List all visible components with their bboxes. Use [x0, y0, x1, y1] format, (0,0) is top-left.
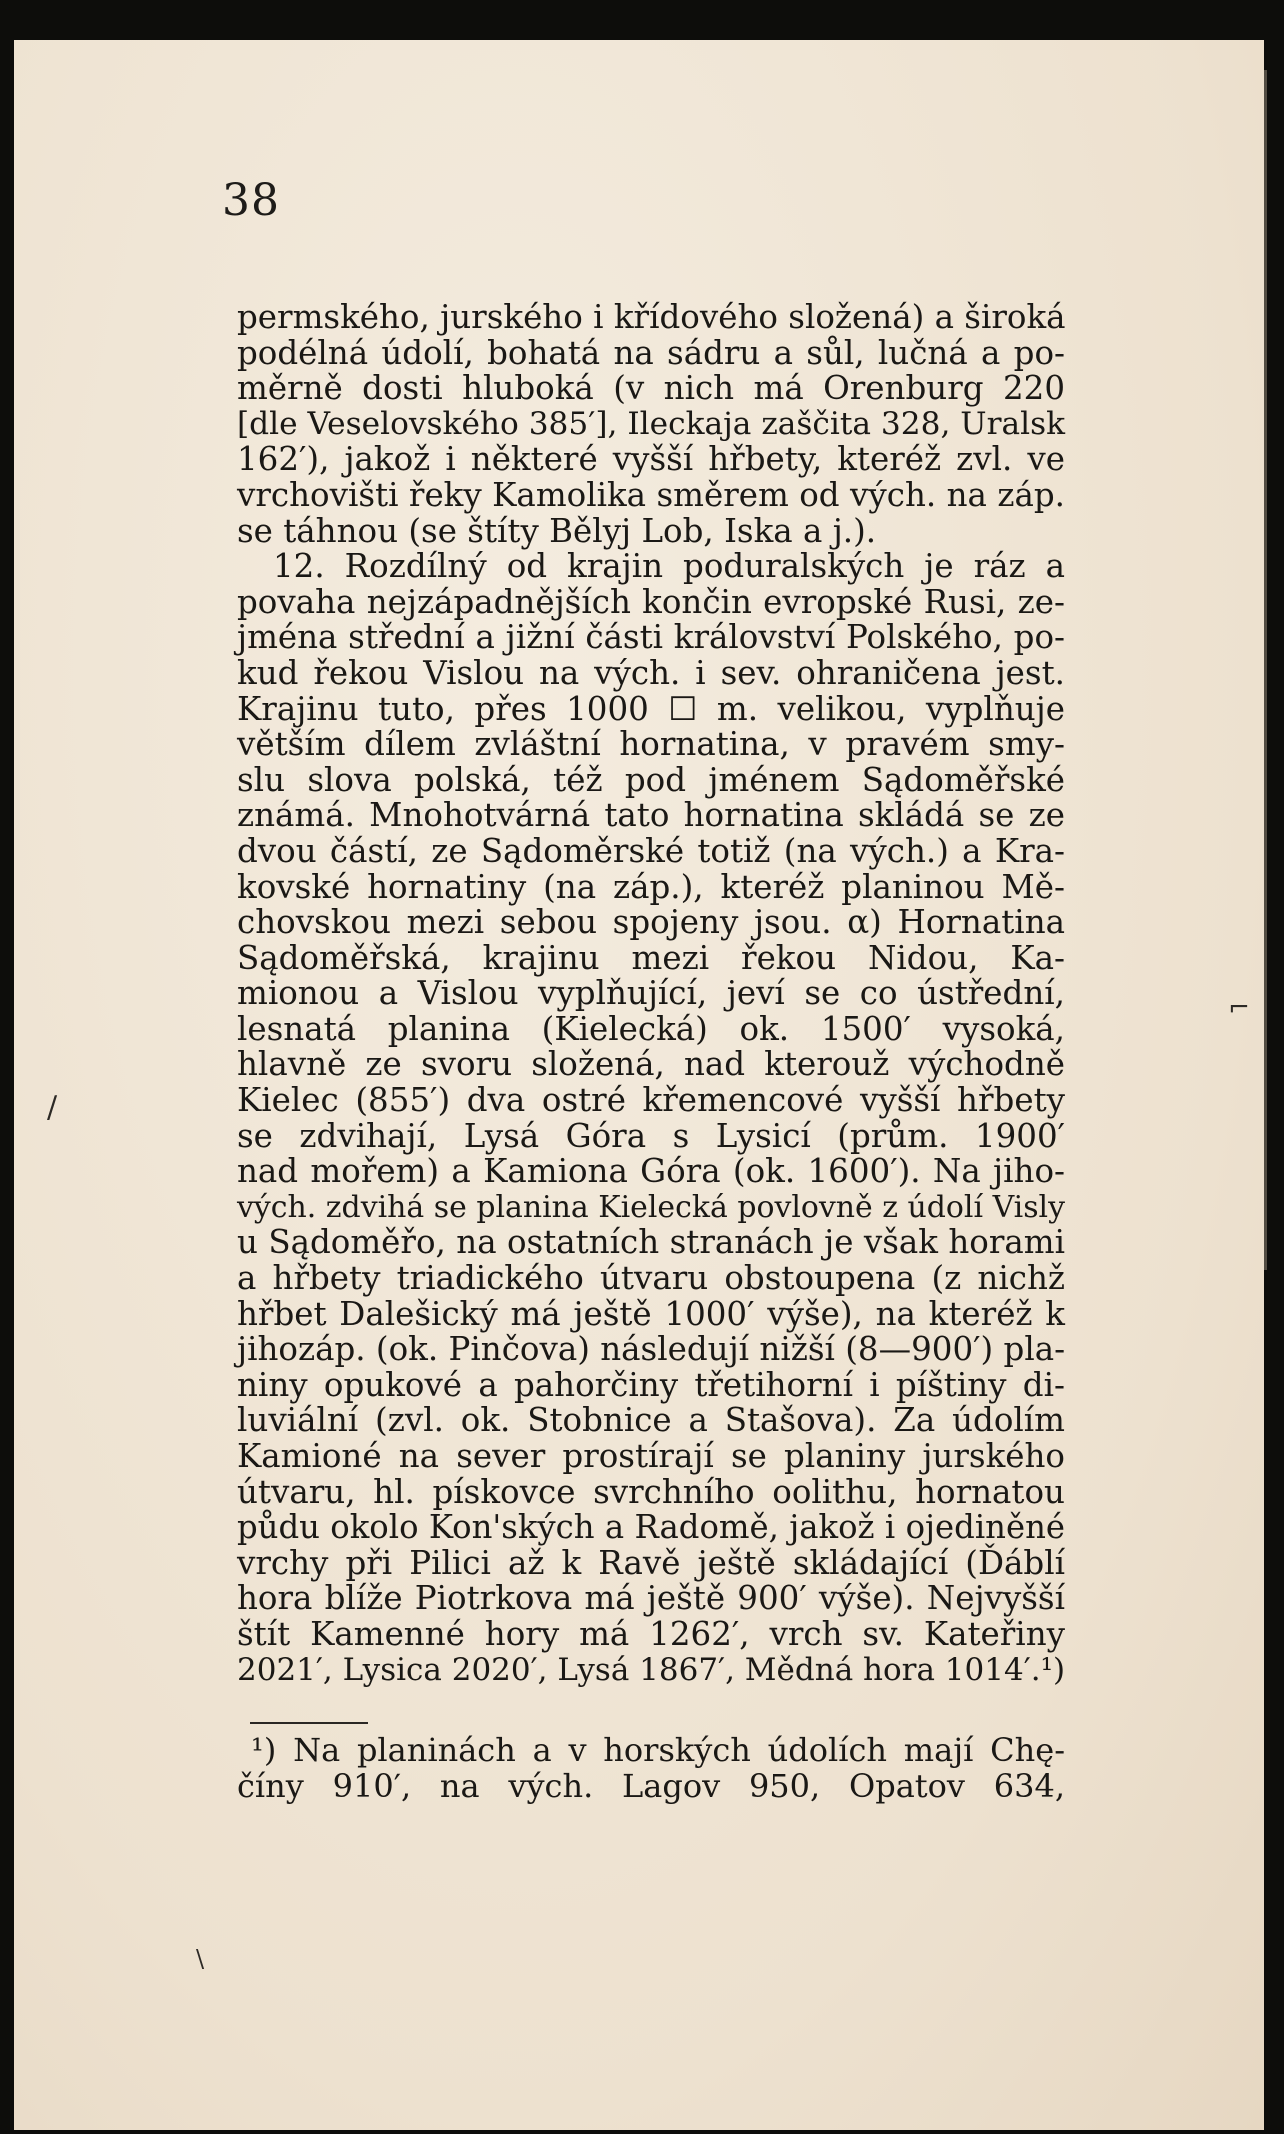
- text-line: 2021′, Lysica 2020′, Lysá 1867′, Mědná hora 1014′.¹): [237, 1651, 1066, 1688]
- text-line: hlavně ze svoru složená, nad kterouž východně: [237, 1045, 1065, 1084]
- footnote-separator: [250, 1722, 368, 1724]
- text-line: měrně dosti hluboká (v nich má Orenburg 220: [237, 369, 1065, 408]
- footnotes: [237, 1733, 1065, 1804]
- text-line: větším dílem zvláštní hornatina, v pravém smy-: [237, 725, 1065, 764]
- page-edge-line: [1264, 70, 1267, 1270]
- margin-mark: \: [196, 1945, 205, 1973]
- text-line: půdu okolo Kon'ských a Radomě, jakož i ojediněné: [237, 1508, 1065, 1547]
- text-line: vých. zdvihá se planina Kielecká povlovně z údolí Visly: [237, 1189, 1065, 1225]
- text-line: luviální (zvl. ok. Stobnice a Stašova). Za údolím: [237, 1401, 1065, 1440]
- text-line: niny opukové a pahorčiny třetihorní i píštiny di-: [237, 1365, 1065, 1404]
- text-line: mionou a Vislou vyplňující, jeví se co ústřední,: [237, 974, 1065, 1013]
- text-line: Sądoměřská, krajinu mezi řekou Nidou, Ka-: [237, 938, 1065, 977]
- text-line: jihozáp. (ok. Pinčova) následují nižší (8—900′) pla-: [237, 1330, 1066, 1369]
- text-line: 12. Rozdílný od krajin poduralských je ráz a: [273, 547, 1065, 586]
- text-line: vrchovišti řeky Kamolika směrem od vých. na záp.: [237, 475, 1065, 514]
- text-line: kud řekou Vislou na vých. i sev. ohraničena jest.: [237, 653, 1065, 692]
- text-line: lesnatá planina (Kielecká) ok. 1500′ vysoká,: [237, 1009, 1065, 1048]
- margin-mark: /: [47, 1090, 58, 1125]
- text-line: slu slova polská, též pod jménem Sądoměřské: [237, 760, 1065, 799]
- text-line: jména střední a jižní části království Polského, po-: [237, 618, 1065, 657]
- text-line: chovskou mezi sebou spojeny jsou. α) Hornatina: [237, 903, 1065, 942]
- body-text: [237, 300, 1065, 1688]
- text-line: kovské hornatiny (na záp.), kteréž planinou Mě-: [237, 867, 1065, 906]
- text-line: 162′), jakož i některé vyšší hřbety, kteréž zvl. ve: [237, 440, 1065, 479]
- text-line: útvaru, hl. pískovce svrchního oolithu, hornatou: [237, 1472, 1065, 1511]
- text-line: [dle Veselovského 385′], Ileckaja zaščita 328, Uralsk: [237, 405, 1065, 442]
- text-line: permského, jurského i křídového složená) a široká: [237, 298, 1066, 336]
- footnote-line: ¹) Na planinách a v horských údolích mají Chę-: [251, 1731, 1065, 1769]
- text-line: Krajinu tuto, přes 1000 ☐ m. velikou, vyplňuje: [237, 689, 1065, 728]
- text-line: dvou částí, ze Sądoměrské totiž (na vých.) a Kra-: [237, 831, 1065, 870]
- margin-mark: ⌐: [1228, 993, 1250, 1023]
- text-line: povaha nejzápadnějších končin evropské Rusi, ze-: [237, 582, 1065, 621]
- text-line: u Sądoměřo, na ostatních stranách je však horami: [237, 1223, 1065, 1262]
- text-line: Kamioné na sever prostírají se planiny jurského: [237, 1437, 1065, 1475]
- text-line: se táhnou (se štíty Bělyj Lob, Iska a j.).: [237, 511, 877, 550]
- text-line: Kielec (855′) dva ostré křemencové vyšší hřbety: [237, 1081, 1065, 1120]
- text-line: štít Kamenné hory má 1262′, vrch sv. Kateřiny: [237, 1614, 1065, 1653]
- text-line: se zdvihají, Lysá Góra s Lysicí (prům. 1900′: [237, 1116, 1065, 1155]
- text-line: a hřbety triadického útvaru obstoupena (z nichž: [237, 1259, 1065, 1298]
- page-number: 38: [222, 175, 280, 226]
- text-line: vrchy při Pilici až k Ravě ještě skládající (Ďáblí: [237, 1543, 1065, 1582]
- text-line: známá. Mnohotvárná tato hornatina skládá se ze: [237, 796, 1065, 835]
- text-line: hřbet Dalešický má ještě 1000′ výše), na kteréž k: [237, 1294, 1065, 1333]
- text-line: nad mořem) a Kamiona Góra (ok. 1600′). Na jiho-: [237, 1152, 1065, 1191]
- text-line: podélná údolí, bohatá na sádru a sůl, lučná a po-: [237, 333, 1065, 372]
- text-line: hora blíže Piotrkova má ještě 900′ výše). Nejvyšší: [237, 1579, 1065, 1618]
- footnote-line: číny 910′, na vých. Lagov 950, Opatov 634,: [237, 1766, 1065, 1805]
